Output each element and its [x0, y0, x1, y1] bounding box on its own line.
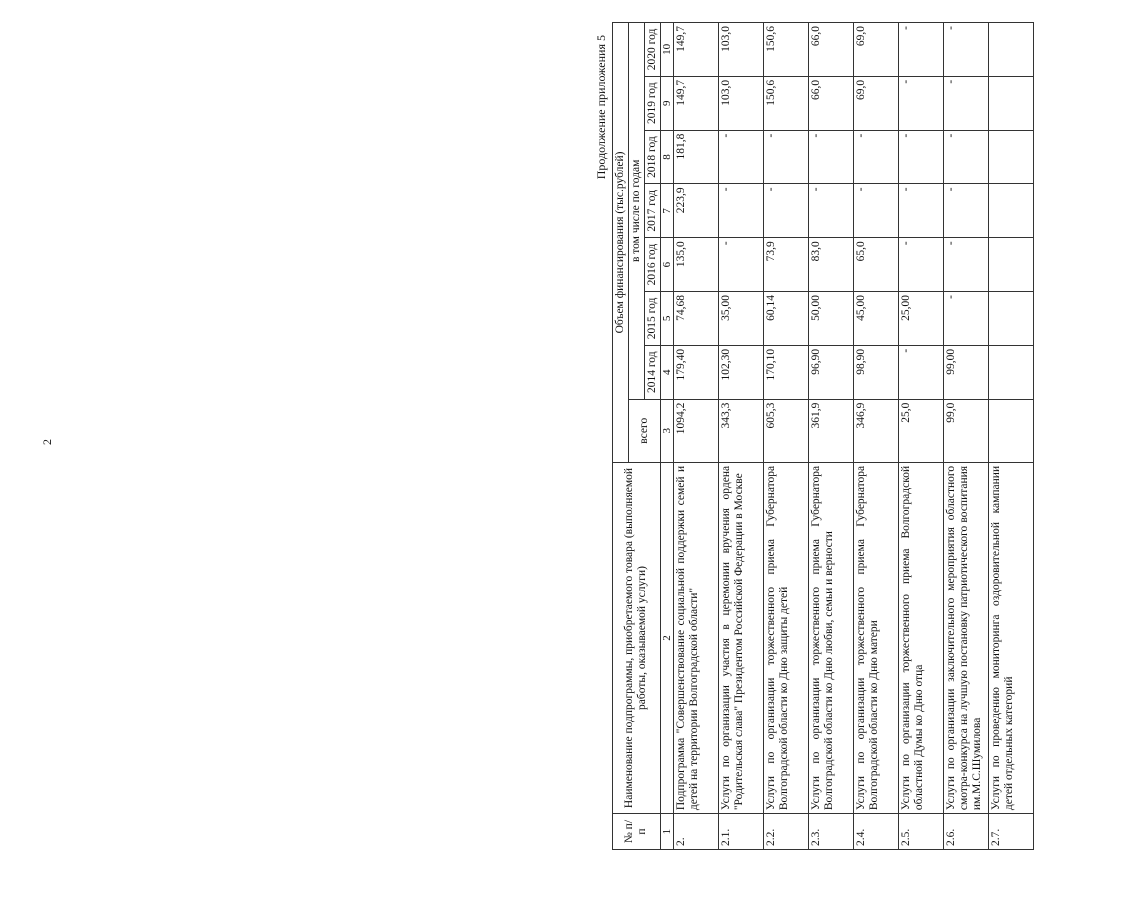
- table-row: [763, 23, 808, 850]
- row-year-value: 25,00: [898, 292, 943, 346]
- row-number: 2.4.: [853, 814, 898, 850]
- row-year-value: 83,0: [808, 238, 853, 292]
- row-number: 2.2.: [763, 814, 808, 850]
- column-number: 1: [660, 814, 673, 850]
- row-name: Услуги по организации участия в церемонии вручения ордена "Родительская слава" Президентом Российской Федерации в Москве: [718, 462, 763, 813]
- row-total: 605,3: [763, 399, 808, 462]
- column-number: 6: [660, 238, 673, 292]
- row-year-value: 66,0: [808, 76, 853, 130]
- row-year-value: 223,9: [673, 184, 718, 238]
- row-name: Услуги по организации торжественного приема Губернатора Волгоградской области ко Дню матери: [853, 462, 898, 813]
- row-year-value: [988, 130, 1033, 184]
- row-year-value: -: [718, 238, 763, 292]
- row-number: 2.6.: [943, 814, 988, 850]
- row-name: Услуги по организации торжественного приема Губернатора Волгоградской области ко Дню защиты детей: [763, 462, 808, 813]
- row-year-value: 50,00: [808, 292, 853, 346]
- row-year-value: -: [898, 345, 943, 399]
- row-total: 343,3: [718, 399, 763, 462]
- table-row: [673, 23, 718, 850]
- table-row: [943, 23, 988, 850]
- row-year-value: -: [853, 130, 898, 184]
- row-total: 346,9: [853, 399, 898, 462]
- row-year-value: 102,30: [718, 345, 763, 399]
- row-year-value: 103,0: [718, 23, 763, 77]
- row-year-value: -: [943, 23, 988, 77]
- table-row: [988, 23, 1033, 850]
- row-year-value: -: [763, 184, 808, 238]
- row-year-value: [988, 238, 1033, 292]
- row-year-value: 98,90: [853, 345, 898, 399]
- column-number: 10: [660, 23, 673, 77]
- row-year-value: -: [808, 130, 853, 184]
- header-year: 2017 год: [644, 184, 660, 238]
- continuation-note: Продолжение приложения 5: [594, 35, 608, 180]
- row-year-value: -: [943, 238, 988, 292]
- header-no: № п/п: [613, 814, 661, 850]
- row-year-value: 35,00: [718, 292, 763, 346]
- row-year-value: 69,0: [853, 76, 898, 130]
- row-year-value: -: [943, 130, 988, 184]
- row-year-value: -: [718, 184, 763, 238]
- row-year-value: [988, 76, 1033, 130]
- funding-table: [612, 22, 1127, 850]
- row-name: Услуги по организации заключительного мероприятия областного смотра-конкурса на лучшую постановку патриотического воспитания им.М.С.Шумилова: [943, 462, 988, 813]
- header-year: 2019 год: [644, 76, 660, 130]
- row-year-value: 150,6: [763, 76, 808, 130]
- row-number: 2.5.: [898, 814, 943, 850]
- row-year-value: [988, 23, 1033, 77]
- row-year-value: -: [808, 184, 853, 238]
- row-year-value: [988, 292, 1033, 346]
- table-row: [853, 23, 898, 850]
- row-year-value: 103,0: [718, 76, 763, 130]
- column-number: 9: [660, 76, 673, 130]
- row-year-value: -: [943, 292, 988, 346]
- row-year-value: 66,0: [808, 23, 853, 77]
- row-name: Услуги по проведению мониторинга оздоровительной кампании детей отдельных категорий: [988, 462, 1033, 813]
- row-number: 2.: [673, 814, 718, 850]
- row-year-value: -: [898, 184, 943, 238]
- row-name: Услуги по организации торжественного приема Губернатора Волгоградской области ко Дню любви, семьи и верности: [808, 462, 853, 813]
- column-number: 8: [660, 130, 673, 184]
- header-name: Наименование подпрограммы, приобретаемого товара (выполняемой работы, оказываемой услуги): [613, 462, 661, 813]
- row-year-value: 73,9: [763, 238, 808, 292]
- row-year-value: -: [898, 130, 943, 184]
- header-funding: Объем финансирования (тыс.рублей): [613, 23, 629, 463]
- row-name: Услуги по организации торжественного приема Волгоградской областной Думы ко Дню отца: [898, 462, 943, 813]
- row-year-value: 96,90: [808, 345, 853, 399]
- row-year-value: 45,00: [853, 292, 898, 346]
- row-year-value: 99,00: [943, 345, 988, 399]
- header-year: 2016 год: [644, 238, 660, 292]
- row-total: 1094,2: [673, 399, 718, 462]
- row-year-value: 149,7: [673, 76, 718, 130]
- row-year-value: -: [943, 76, 988, 130]
- row-year-value: 149,7: [673, 23, 718, 77]
- column-number: 5: [660, 292, 673, 346]
- row-year-value: 170,10: [763, 345, 808, 399]
- table-row: [718, 23, 763, 850]
- column-number: 4: [660, 345, 673, 399]
- row-total: [988, 399, 1033, 462]
- row-year-value: [988, 184, 1033, 238]
- row-year-value: 135,0: [673, 238, 718, 292]
- row-year-value: -: [898, 238, 943, 292]
- table-row: [808, 23, 853, 850]
- column-number: 3: [660, 399, 673, 462]
- header-total: всего: [628, 399, 660, 462]
- row-name: Подпрограмма "Совершенствование социальной поддержки семей и детей на территории Волгоградской области": [673, 462, 718, 813]
- row-number: 2.1.: [718, 814, 763, 850]
- row-year-value: -: [853, 184, 898, 238]
- row-total: 361,9: [808, 399, 853, 462]
- row-year-value: -: [763, 130, 808, 184]
- header-year: 2018 год: [644, 130, 660, 184]
- row-year-value: -: [898, 23, 943, 77]
- row-total: 99,0: [943, 399, 988, 462]
- row-year-value: 65,0: [853, 238, 898, 292]
- header-year: 2020 год: [644, 23, 660, 77]
- row-year-value: 60,14: [763, 292, 808, 346]
- row-total: 25,0: [898, 399, 943, 462]
- header-by-year: в том числе по годам: [628, 23, 644, 400]
- row-number: 2.7.: [988, 814, 1033, 850]
- row-year-value: 179,40: [673, 345, 718, 399]
- row-year-value: -: [898, 76, 943, 130]
- row-year-value: -: [943, 184, 988, 238]
- column-number: 7: [660, 184, 673, 238]
- row-year-value: [988, 345, 1033, 399]
- table-row: [898, 23, 943, 850]
- row-year-value: 69,0: [853, 23, 898, 77]
- page-number: 2: [40, 439, 54, 445]
- row-number: 2.3.: [808, 814, 853, 850]
- header-year: 2014 год: [644, 345, 660, 399]
- row-year-value: 181,8: [673, 130, 718, 184]
- column-number: 2: [660, 462, 673, 813]
- row-year-value: 74,68: [673, 292, 718, 346]
- row-year-value: 150,6: [763, 23, 808, 77]
- header-year: 2015 год: [644, 292, 660, 346]
- row-year-value: -: [718, 130, 763, 184]
